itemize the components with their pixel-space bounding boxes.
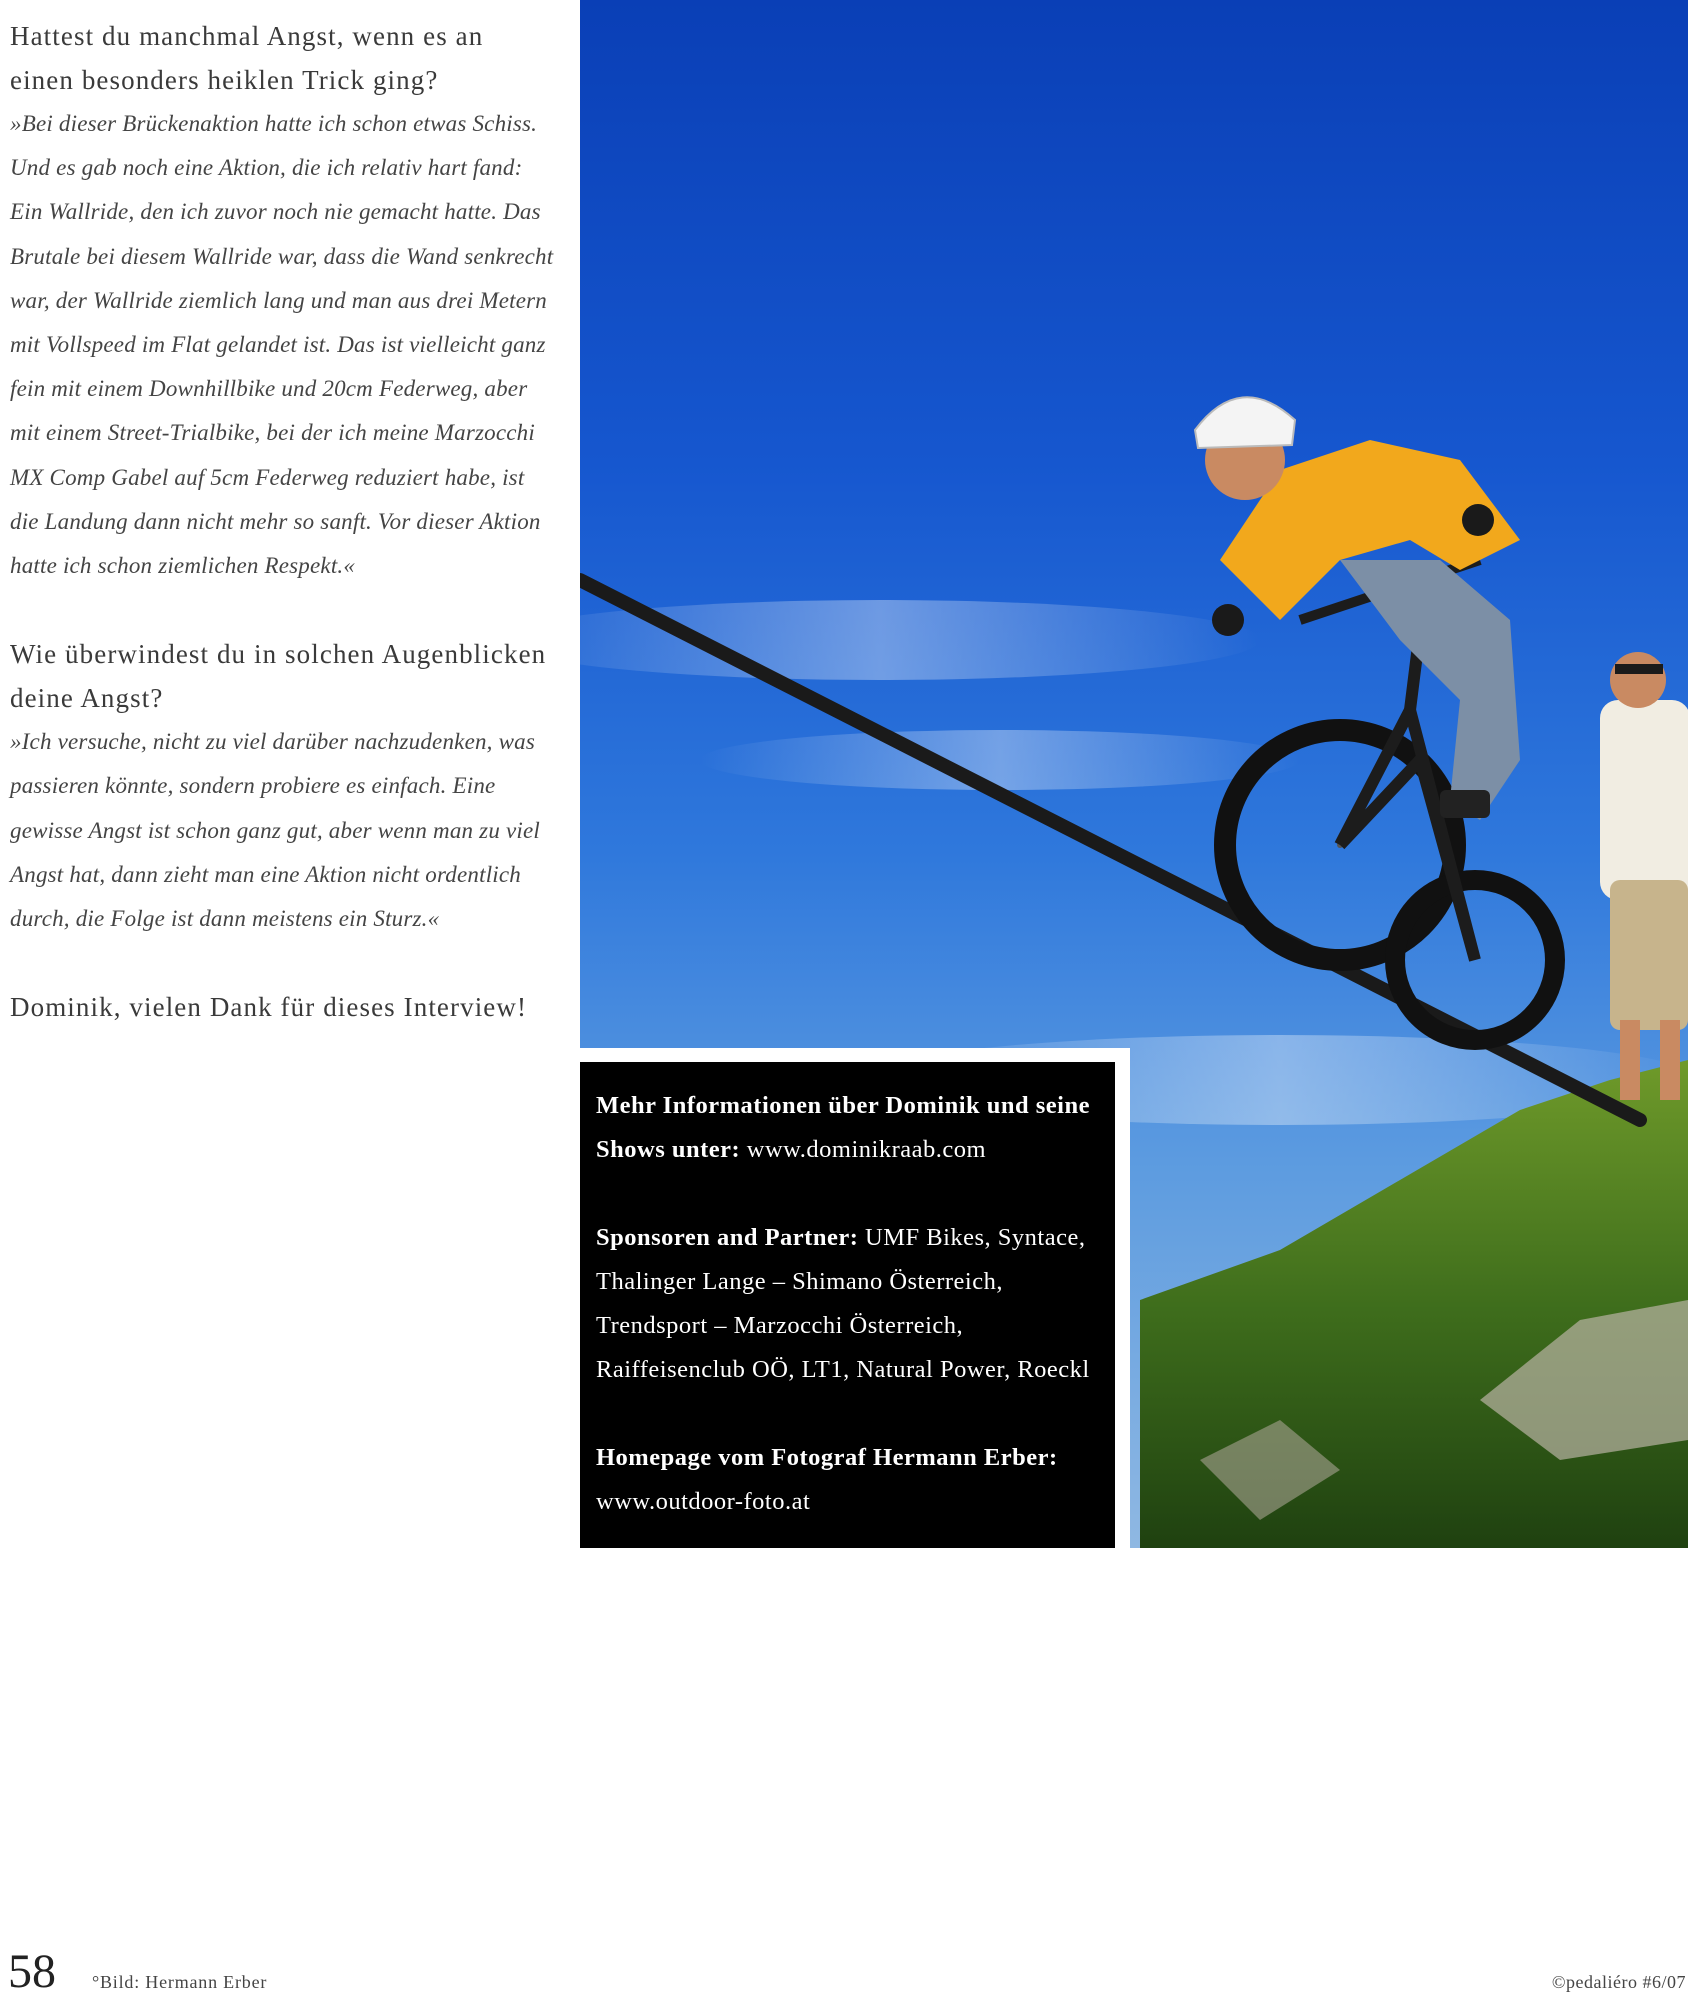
sponsors-label: Sponsoren and Partner: xyxy=(596,1224,859,1251)
interview-column xyxy=(10,14,555,1029)
more-info-paragraph xyxy=(596,1084,1097,1172)
info-spacer xyxy=(596,1392,1097,1436)
paragraph-gap xyxy=(10,588,555,632)
photo-credit: °Bild: Hermann Erber xyxy=(92,1972,268,1992)
more-info-label: Mehr Informationen über Dominik und seine Shows unter: xyxy=(596,1092,1090,1163)
interview-question-1: Hattest du manchmal Angst, wenn es an einen besonders heiklen Trick ging? xyxy=(10,21,484,95)
page-number: 58 xyxy=(8,1945,56,1998)
info-box-panel xyxy=(580,1062,1115,1548)
issue-label: ©pedaliéro #6/07 xyxy=(1551,1972,1686,1992)
interview-closing: Dominik, vielen Dank für dieses Interview! xyxy=(10,992,528,1023)
paragraph-gap xyxy=(10,941,555,985)
info-box xyxy=(580,1048,1130,1548)
interview-answer-1: »Bei dieser Brückenaktion hatte ich schon etwas Schiss. Und es gab noch eine Aktion, die ich relativ hart fand: Ein Wallride, den ich zuvor noch nie gemacht hatte. Das Brutale bei diesem Wallride war, dass die Wand senkrecht war, der Wallride ziemlich lang und man aus drei Metern mit Vollspeed im Flat gelandet ist. Das ist vielleicht ganz fein mit einem Downhillbike und 20cm Federweg, aber mit einem Street-Trialbike, bei der ich meine Marzocchi MX Comp Gabel auf 5cm Federweg reduziert habe, ist die Landung dann nicht mehr so sanft. Vor dieser Aktion hatte ich schon ziemlichen Respekt.« xyxy=(10,111,554,579)
interview-question-2: Wie überwindest du in solchen Augenblicken deine Angst? xyxy=(10,639,547,714)
interview-answer-2: »Ich versuche, nicht zu viel darüber nachzudenken, was passieren könnte, sondern probiere es einfach. Eine gewisse Angst ist schon ganz gut, aber wenn man zu viel Angst hat, dann zieht man eine Aktion nicht ordentlich durch, die Folge ist dann meistens ein Sturz.« xyxy=(10,729,540,932)
sponsors-paragraph xyxy=(596,1216,1097,1392)
info-spacer xyxy=(596,1172,1097,1216)
photographer-paragraph xyxy=(596,1436,1097,1524)
sponsors-text: UMF Bikes, Syntace, Thalinger Lange – Shimano Österreich, Trendsport – Marzocchi Österreich, Raiffeisenclub OÖ, LT1, Natural Power, Roeckl xyxy=(596,1224,1090,1383)
dominik-website-link[interactable]: www.dominikraab.com xyxy=(746,1136,987,1163)
photographer-label: Homepage vom Fotograf Hermann Erber: xyxy=(596,1444,1058,1471)
photographer-website-link[interactable]: www.outdoor-foto.at xyxy=(596,1488,811,1515)
